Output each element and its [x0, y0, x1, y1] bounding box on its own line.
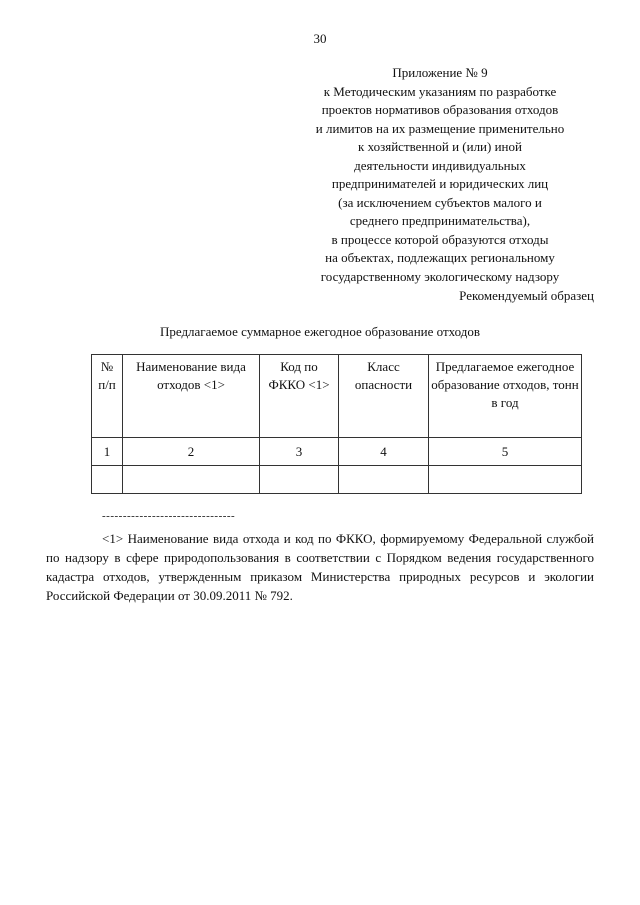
empty-cell — [260, 466, 339, 494]
empty-cell — [429, 466, 582, 494]
column-number: 3 — [260, 438, 339, 466]
header-annual-generation: Предлагаемое ежегодное образование отходов, тонн в год — [429, 355, 582, 438]
header-waste-name: Наименование вида отходов <1> — [123, 355, 260, 438]
table-empty-row — [92, 466, 582, 494]
column-number: 1 — [92, 438, 123, 466]
footnote-text: <1> Наименование вида отхода и код по ФККО, формируемому Федеральной службой по надзору в сфере природопользования в соответствии с Порядком ведения государственного кадастра отходов, утвержденным приказом Министерства природных ресурсов и экологии Российской Федерации от 30.09.2011 № 792. — [46, 531, 594, 603]
appendix-line: и лимитов на их размещение применительно — [315, 120, 565, 136]
table-column-number-row — [92, 438, 582, 466]
appendix-header — [280, 64, 600, 286]
appendix-line: в процессе которой образуются отходы — [331, 231, 549, 247]
appendix-line: государственному экологическому надзору — [320, 268, 560, 284]
appendix-line: к хозяйственной и (или) иной — [358, 139, 522, 154]
header-row-number: № п/п — [92, 355, 123, 438]
appendix-line: проектов нормативов образования отходов — [321, 102, 559, 117]
sample-note: Рекомендуемый образец — [459, 288, 594, 303]
waste-table — [91, 354, 582, 494]
column-number: 4 — [339, 438, 429, 466]
appendix-line: к Методическим указаниям по разработке — [323, 83, 557, 99]
appendix-title: Приложение № 9 — [392, 65, 488, 80]
page-number: 30 — [313, 31, 327, 46]
appendix-line: деятельности индивидуальных — [354, 157, 526, 173]
appendix-line: на объектах, подлежащих региональному — [325, 250, 555, 265]
header-hazard-class: Класс опасности — [339, 355, 429, 438]
column-number: 2 — [123, 438, 260, 466]
empty-cell — [123, 466, 260, 494]
header-fkko-code: Код по ФККО <1> — [260, 355, 339, 438]
appendix-line: (за исключением субъектов малого и — [338, 194, 542, 210]
empty-cell — [92, 466, 123, 494]
table-caption: Предлагаемое суммарное ежегодное образование отходов — [159, 324, 481, 339]
footnote-separator: -------------------------------- — [102, 510, 236, 522]
column-number: 5 — [429, 438, 582, 466]
empty-cell — [339, 466, 429, 494]
appendix-line: предпринимателей и юридических лиц — [331, 176, 549, 191]
appendix-line: среднего предпринимательства), — [349, 213, 531, 228]
table-header-row — [92, 355, 582, 438]
